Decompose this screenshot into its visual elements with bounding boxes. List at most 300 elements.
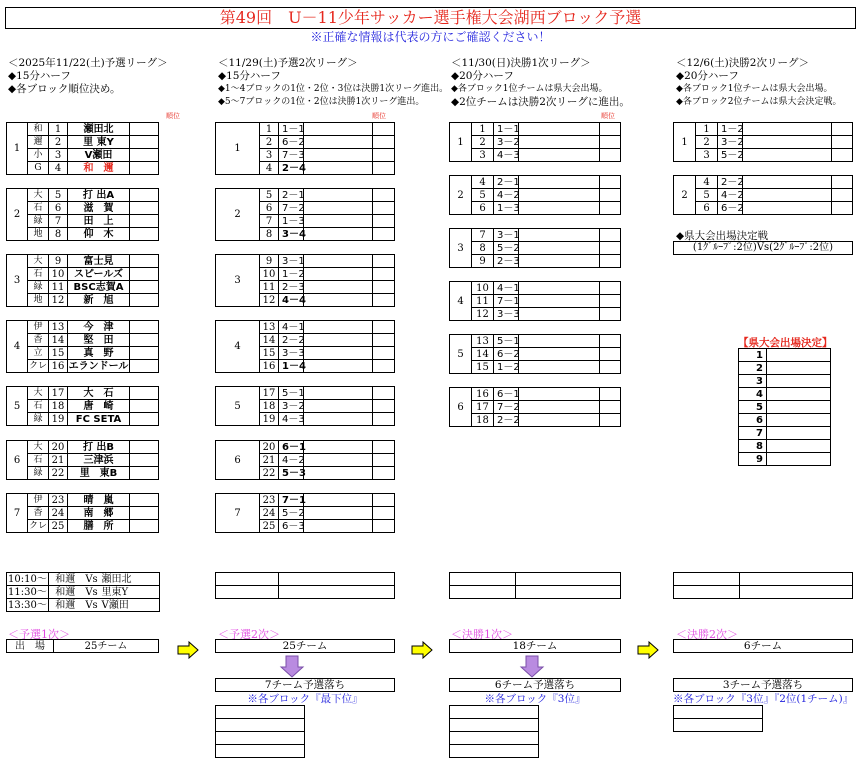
table-row	[7, 599, 160, 612]
seed-number: 23	[260, 494, 279, 507]
col3-header: ＜11/30(日)決勝1次リーグ＞	[451, 57, 591, 69]
seed-number: 13	[472, 335, 494, 348]
group-table	[6, 440, 159, 480]
seed-code: 4－3	[279, 413, 304, 426]
rank-cell	[600, 308, 621, 321]
rank-cell	[130, 387, 159, 400]
rank-cell	[130, 162, 159, 175]
table-row	[739, 453, 831, 466]
group-number: 6	[450, 388, 472, 427]
area-cell: 小	[28, 149, 49, 162]
seed-number: 1	[472, 123, 494, 136]
team-cell	[743, 202, 832, 215]
qualified-rank: 8	[739, 440, 767, 453]
team-cell	[304, 441, 373, 454]
seed-code: 5－2	[718, 149, 743, 162]
group-number: 4	[7, 321, 28, 373]
group-table	[6, 320, 159, 373]
sched-vs: Vs	[82, 586, 102, 599]
area-cell: 立	[28, 347, 49, 360]
rank-cell	[832, 149, 853, 162]
group-table	[215, 254, 395, 307]
table-row	[7, 215, 159, 228]
area-cell: 緑	[28, 215, 49, 228]
table-row	[7, 189, 159, 202]
team-number: 17	[49, 387, 68, 400]
qualified-rank: 9	[739, 453, 767, 466]
rank-cell	[600, 335, 621, 348]
rank-cell	[130, 255, 159, 268]
sched-team-b: 里東Y	[102, 586, 160, 599]
count-box: 6チーム	[673, 639, 853, 653]
team-number: 12	[49, 294, 68, 307]
rank-cell	[373, 413, 395, 426]
seed-code: 7－2	[494, 401, 519, 414]
table-row	[216, 189, 395, 202]
team-cell	[304, 321, 373, 334]
team-name: 滋 賀	[68, 202, 130, 215]
rank-cell	[373, 520, 395, 533]
sched-vs: Vs	[82, 573, 102, 586]
table-row	[450, 388, 621, 401]
seed-code: 3－1	[279, 255, 304, 268]
team-cell	[304, 136, 373, 149]
team-cell	[519, 361, 600, 374]
table-row	[450, 282, 621, 295]
table-row	[674, 706, 763, 719]
table-row	[674, 123, 853, 136]
group-number: 6	[7, 441, 28, 480]
team-number: 18	[49, 400, 68, 413]
table-row	[450, 202, 621, 215]
seed-number: 7	[260, 215, 279, 228]
team-cell	[519, 388, 600, 401]
seed-number: 9	[260, 255, 279, 268]
seed-number: 24	[260, 507, 279, 520]
group-number: 1	[450, 123, 472, 162]
rank-cell	[600, 255, 621, 268]
area-cell: 大	[28, 387, 49, 400]
team-number: 1	[49, 123, 68, 136]
qualified-team	[767, 388, 831, 401]
table-row	[674, 189, 853, 202]
group-table	[6, 188, 159, 241]
team-number: 21	[49, 454, 68, 467]
team-number: 15	[49, 347, 68, 360]
team-number: 5	[49, 189, 68, 202]
col4-note: ◆各ブロック1位チームは県大会出場。	[676, 84, 833, 94]
seed-code: 6－2	[718, 202, 743, 215]
seed-code: 6－2	[494, 348, 519, 361]
group-table	[215, 440, 395, 480]
sched-team-b: 瀬田北	[102, 573, 160, 586]
seed-number: 5	[696, 189, 718, 202]
seed-number: 14	[260, 334, 279, 347]
qualified-team	[767, 401, 831, 414]
team-number: 4	[49, 162, 68, 175]
seed-code: 2－3	[494, 255, 519, 268]
group-table	[215, 493, 395, 533]
col1-note: ◆15分ハーフ	[8, 70, 71, 82]
table-row	[674, 136, 853, 149]
table-row	[7, 360, 159, 373]
seed-code: 4－1	[279, 321, 304, 334]
team-cell	[304, 281, 373, 294]
team-name: 堅 田	[68, 334, 130, 347]
seed-code: 1－2	[718, 123, 743, 136]
group-table	[215, 320, 395, 373]
seed-number: 22	[260, 467, 279, 480]
team-number: 22	[49, 467, 68, 480]
table-row	[216, 745, 305, 758]
rank-cell	[373, 360, 395, 373]
area-cell: 邇	[28, 136, 49, 149]
drop-box: 7チーム予選落ち	[215, 678, 395, 692]
qualified-team	[767, 427, 831, 440]
seed-number: 19	[260, 413, 279, 426]
rank-cell	[130, 520, 159, 533]
area-cell: クレ	[28, 360, 47, 371]
drop-note: ※各ブロック『最下位』	[247, 693, 363, 705]
group-table	[449, 334, 621, 374]
schedule-empty	[673, 572, 853, 599]
team-cell	[519, 282, 600, 295]
group-number: 2	[216, 189, 260, 241]
team-number: 25	[49, 520, 68, 533]
team-name: 晴 嵐	[68, 494, 130, 507]
seed-code: 2－1	[494, 176, 519, 189]
seed-code: 4－2	[279, 454, 304, 467]
area-cell: 大	[28, 255, 49, 268]
team-name: 今 津	[68, 321, 130, 334]
team-number: 10	[49, 268, 68, 281]
team-cell	[304, 123, 373, 136]
seed-code: 3－2	[718, 136, 743, 149]
seed-number: 5	[260, 189, 279, 202]
table-row	[7, 347, 159, 360]
rank-cell	[373, 454, 395, 467]
rank-cell	[130, 413, 159, 426]
table-row	[739, 427, 831, 440]
group-table	[449, 281, 621, 321]
team-cell	[519, 242, 600, 255]
sched-time: 13:30～	[8, 599, 47, 611]
rank-cell	[130, 360, 159, 373]
rank-cell	[373, 294, 395, 307]
team-number: 8	[49, 228, 68, 241]
drop-note: ※各ブロック『3位』『2位(1チーム)』	[673, 693, 854, 705]
col4-note: ◆各ブロック2位チームは県大会決定戦。	[676, 97, 842, 107]
count-value: 25チーム	[54, 640, 159, 653]
table-row	[7, 123, 159, 136]
team-number: 19	[49, 413, 68, 426]
rank-cell	[130, 136, 159, 149]
table-row	[7, 467, 159, 480]
rank-cell	[130, 228, 159, 241]
team-cell	[743, 149, 832, 162]
team-cell	[304, 347, 373, 360]
team-cell	[304, 202, 373, 215]
rank-cell	[600, 282, 621, 295]
group-number: 5	[7, 387, 28, 426]
rank-cell	[130, 334, 159, 347]
team-name: 和 邇	[68, 162, 130, 175]
sched-time: 10:10～	[8, 573, 47, 585]
rank-cell	[600, 176, 621, 189]
sched-vs: Vs	[82, 599, 102, 612]
table-row	[7, 321, 159, 334]
rank-cell	[130, 202, 159, 215]
seed-number: 8	[260, 228, 279, 241]
team-name: 大 石	[68, 387, 130, 400]
qualified-rank: 7	[739, 427, 767, 440]
rank-cell	[600, 414, 621, 427]
seed-number: 18	[260, 400, 279, 413]
seed-number: 17	[260, 387, 279, 400]
seed-number: 7	[472, 229, 494, 242]
team-cell	[304, 149, 373, 162]
table-row	[450, 401, 621, 414]
seed-number: 25	[260, 520, 279, 533]
seed-number: 2	[696, 136, 718, 149]
table-row	[7, 494, 159, 507]
team-cell	[304, 215, 373, 228]
rank-cell	[373, 202, 395, 215]
team-name: 里 東Y	[68, 136, 130, 149]
group-number: 5	[216, 387, 260, 426]
rank-cell	[600, 229, 621, 242]
rank-cell	[130, 454, 159, 467]
team-cell	[304, 400, 373, 413]
seed-number: 17	[472, 401, 494, 414]
team-number: 7	[49, 215, 68, 228]
rank-cell	[130, 189, 159, 202]
schedule-empty	[215, 572, 395, 599]
team-cell	[519, 189, 600, 202]
rank-cell	[373, 255, 395, 268]
team-cell	[304, 189, 373, 202]
seed-number: 1	[260, 123, 279, 136]
table-row	[739, 362, 831, 375]
table-row	[450, 745, 539, 758]
seed-number: 9	[472, 255, 494, 268]
team-cell	[519, 136, 600, 149]
rank-cell	[130, 123, 159, 136]
team-cell	[304, 228, 373, 241]
rank-cell	[373, 507, 395, 520]
seed-code: 2－3	[279, 281, 304, 294]
seed-number: 15	[472, 361, 494, 374]
group-number: 3	[216, 255, 260, 307]
rank-cell	[600, 348, 621, 361]
table-row	[7, 413, 159, 426]
seed-code: 5－1	[494, 335, 519, 348]
sched-team-b: V瀬田	[102, 599, 160, 612]
stage-label: ＜予選1次＞	[8, 628, 70, 641]
seed-number: 13	[260, 321, 279, 334]
col2-header: ＜11/29(土)予選2次リーグ＞	[218, 57, 358, 69]
team-name: 南 郷	[68, 507, 130, 520]
team-cell	[304, 360, 373, 373]
group-table	[6, 254, 159, 307]
down-arrow-icon	[520, 656, 544, 678]
seed-code: 5－2	[279, 507, 304, 520]
table-row	[450, 176, 621, 189]
seed-code: 1－1	[279, 123, 304, 136]
rank-cell	[600, 123, 621, 136]
final-title: ◆県大会出場決定戦	[676, 230, 769, 242]
seed-code: 5－1	[279, 387, 304, 400]
table-row	[7, 334, 159, 347]
group-table	[6, 122, 159, 175]
table-row	[739, 414, 831, 427]
seed-code: 1－2	[279, 268, 304, 281]
seed-number: 16	[472, 388, 494, 401]
rank-cell	[373, 149, 395, 162]
table-row	[7, 149, 159, 162]
team-cell	[304, 494, 373, 507]
area-cell: 緑	[28, 467, 49, 480]
team-number: 14	[49, 334, 68, 347]
count-box: 25チーム	[215, 639, 395, 653]
seed-code: 1－2	[494, 361, 519, 374]
table-row	[7, 441, 159, 454]
right-arrow-icon	[177, 641, 199, 659]
team-cell	[519, 335, 600, 348]
group-table	[449, 387, 621, 427]
area-cell: 石	[28, 400, 49, 413]
seed-code: 6－1	[494, 388, 519, 401]
rank-cell	[130, 400, 159, 413]
group-number: 1	[674, 123, 696, 162]
team-number: 9	[49, 255, 68, 268]
table-row	[450, 149, 621, 162]
rank-cell	[130, 268, 159, 281]
seed-number: 1	[696, 123, 718, 136]
table-row	[739, 401, 831, 414]
area-cell: G	[28, 162, 49, 175]
area-cell: 石	[28, 454, 49, 467]
table-row	[450, 732, 539, 745]
seed-code: 4－3	[494, 149, 519, 162]
team-number: 16	[49, 360, 68, 373]
rank-cell	[373, 494, 395, 507]
seed-number: 11	[472, 295, 494, 308]
table-row	[450, 136, 621, 149]
area-cell: 緑	[28, 281, 49, 294]
table-row	[216, 255, 395, 268]
seed-number: 10	[472, 282, 494, 295]
qualified-table	[738, 348, 831, 466]
team-name: 打 出A	[68, 189, 130, 202]
team-cell	[743, 136, 832, 149]
seed-code: 2－2	[718, 176, 743, 189]
table-row	[7, 586, 160, 599]
table-row	[216, 321, 395, 334]
seed-code: 1－3	[279, 215, 304, 228]
rank-cell	[832, 136, 853, 149]
col4-note: ◆20分ハーフ	[676, 70, 739, 82]
team-cell	[304, 520, 373, 533]
rank-cell	[373, 136, 395, 149]
team-cell	[304, 413, 373, 426]
team-name: 田 上	[68, 215, 130, 228]
area-cell: 大	[28, 441, 49, 454]
seed-code: 6－3	[279, 520, 304, 533]
table-row	[450, 123, 621, 136]
team-number: 11	[49, 281, 68, 294]
qualified-team	[767, 453, 831, 466]
table-row	[739, 375, 831, 388]
col1-note: ◆各ブロック順位決め。	[8, 83, 121, 95]
drop-list	[673, 705, 763, 732]
right-arrow-icon	[411, 641, 433, 659]
rank-cell	[130, 321, 159, 334]
rank-cell	[832, 123, 853, 136]
group-table	[6, 386, 159, 426]
team-name: スピールズ	[68, 268, 130, 281]
rank-cell	[373, 189, 395, 202]
team-cell	[519, 149, 600, 162]
rank-cell	[600, 136, 621, 149]
team-cell	[519, 202, 600, 215]
count-label: 出 場	[7, 640, 54, 653]
table-row	[7, 454, 159, 467]
table-row	[7, 228, 159, 241]
area-cell: 伊	[28, 494, 49, 507]
team-cell	[304, 467, 373, 480]
seed-code: 4－2	[718, 189, 743, 202]
down-arrow-icon	[280, 656, 304, 678]
seed-code: 3－2	[494, 136, 519, 149]
area-cell: 地	[28, 294, 49, 307]
table-row	[450, 719, 539, 732]
seed-code: 1－3	[494, 202, 519, 215]
seed-code: 3－3	[494, 308, 519, 321]
rank-cell	[373, 387, 395, 400]
table-row	[7, 202, 159, 215]
seed-number: 3	[696, 149, 718, 162]
group-number: 3	[7, 255, 28, 307]
col3-note: ◆20分ハーフ	[451, 70, 514, 82]
team-cell	[519, 348, 600, 361]
group-number: 7	[7, 494, 28, 533]
table-row	[450, 361, 621, 374]
rank-cell	[130, 149, 159, 162]
table-row	[674, 176, 853, 189]
seed-code: 6－1	[279, 441, 304, 454]
schedule-table	[6, 572, 160, 612]
group-number: 1	[7, 123, 28, 175]
drop-box: 6チーム予選落ち	[449, 678, 621, 692]
rank-cell	[373, 215, 395, 228]
area-cell: 和	[28, 123, 49, 136]
area-cell: 香	[28, 507, 49, 520]
count-box	[6, 639, 159, 653]
group-table	[215, 122, 395, 175]
table-row	[7, 400, 159, 413]
table-row	[216, 719, 305, 732]
seed-number: 20	[260, 441, 279, 454]
seed-number: 4	[696, 176, 718, 189]
seed-number: 5	[472, 189, 494, 202]
seed-number: 21	[260, 454, 279, 467]
rank-cell	[130, 467, 159, 480]
table-row	[216, 706, 305, 719]
table-row	[216, 123, 395, 136]
team-cell	[519, 229, 600, 242]
right-arrow-icon	[637, 641, 659, 659]
